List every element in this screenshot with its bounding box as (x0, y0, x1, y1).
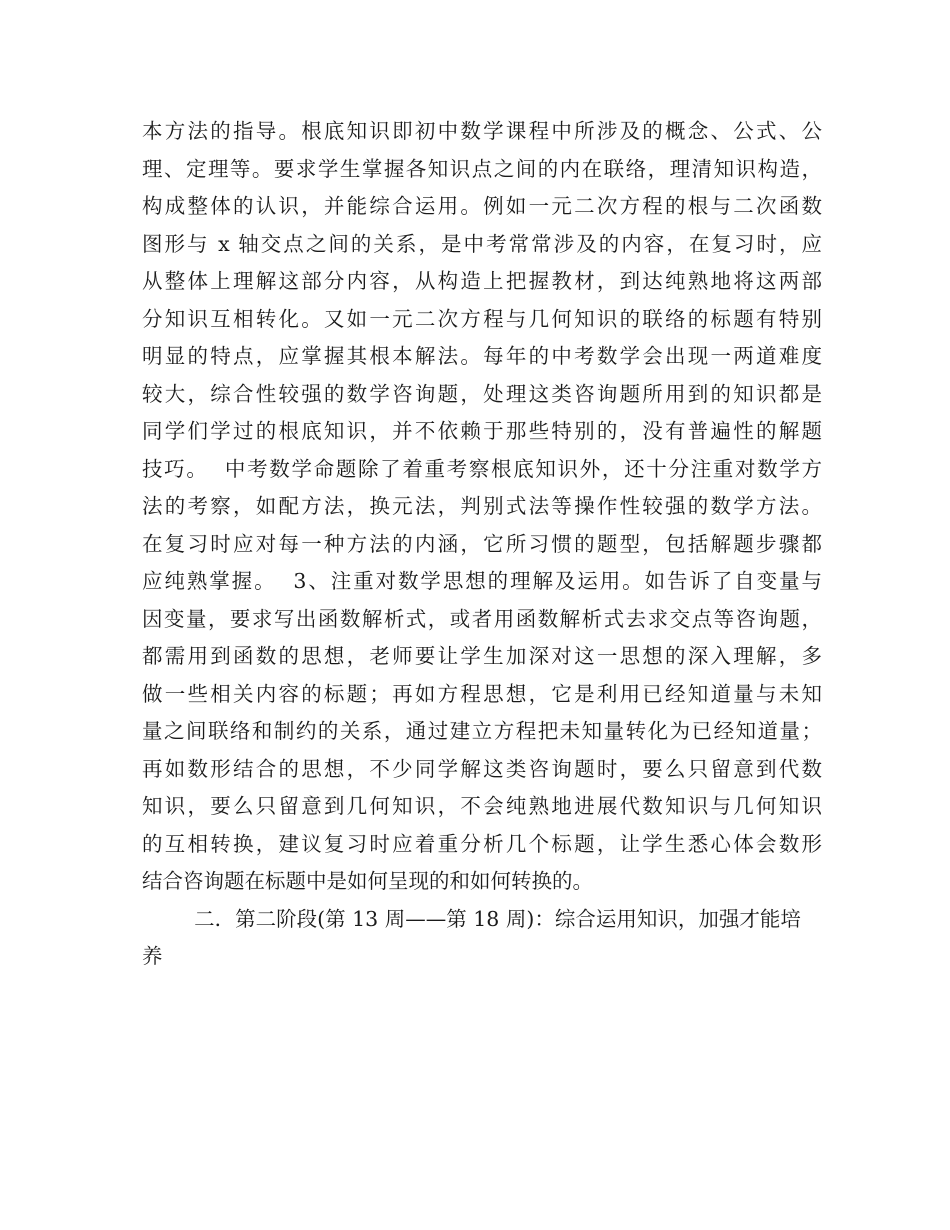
text-line: 理、定理等。要求学生掌握各知识点之间的内在联络，理清知识构造， (142, 156, 822, 181)
text-line: 法的考察，如配方法，换元法，判别式法等操作性较强的数学方法。 (142, 494, 822, 518)
section-heading: 二．第二阶段(第 13 周——第 18 周)：综合运用知识，加强才能培 (142, 906, 801, 931)
text-line: 应纯熟掌握。 3、注重对数学思想的理解及运用。如告诉了自变量与 (142, 569, 822, 593)
text-line: 做一些相关内容的标题；再如方程思想，它是利用已经知道量与未知 (142, 681, 822, 706)
text-line: 本方法的指导。根底知识即初中数学课程中所涉及的概念、公式、公 (142, 119, 822, 143)
text-line: 同学们学过的根底知识，并不依赖于那些特别的，没有普遍性的解题 (142, 419, 822, 443)
text-line: 再如数形结合的思想，不少同学解这类咨询题时，要么只留意到代数 (142, 756, 822, 781)
text-line: 图形与 x 轴交点之间的关系，是中考常常涉及的内容，在复习时，应 (142, 231, 822, 256)
text-line: 构成整体的认识，并能综合运用。例如一元二次方程的根与二次函数 (142, 194, 822, 218)
text-line: 的互相转换，建议复习时应着重分析几个标题，让学生悉心体会数形 (142, 831, 822, 856)
text-line: 都需用到函数的思想，老师要让学生加深对这一思想的深入理解，多 (142, 644, 822, 668)
text-line: 量之间联络和制约的关系，通过建立方程把未知量转化为已经知道量； (142, 719, 822, 743)
text-line: 明显的特点，应掌握其根本解法。每年的中考数学会出现一两道难度 (142, 344, 822, 368)
text-line: 因变量，要求写出函数解析式，或者用函数解析式去求交点等咨询题， (142, 606, 822, 631)
text-line: 结合咨询题在标题中是如何呈现的和如何转换的。 (142, 869, 593, 893)
text-line: 分知识互相转化。又如一元二次方程与几何知识的联络的标题有特别 (142, 306, 822, 331)
text-line: 较大，综合性较强的数学咨询题，处理这类咨询题所用到的知识都是 (142, 381, 822, 406)
body-text (142, 113, 822, 976)
text-line: 从整体上理解这部分内容，从构造上把握教材，到达纯熟地将这两部 (142, 269, 822, 293)
text-line: 养 (142, 944, 163, 968)
text-line: 技巧。 中考数学命题除了着重考察根底知识外，还十分注重对数学方 (142, 456, 822, 481)
text-line: 知识，要么只留意到几何知识，不会纯熟地进展代数知识与几何知识 (142, 794, 822, 818)
text-line: 在复习时应对每一种方法的内涵，它所习惯的题型，包括解题步骤都 (142, 531, 822, 556)
